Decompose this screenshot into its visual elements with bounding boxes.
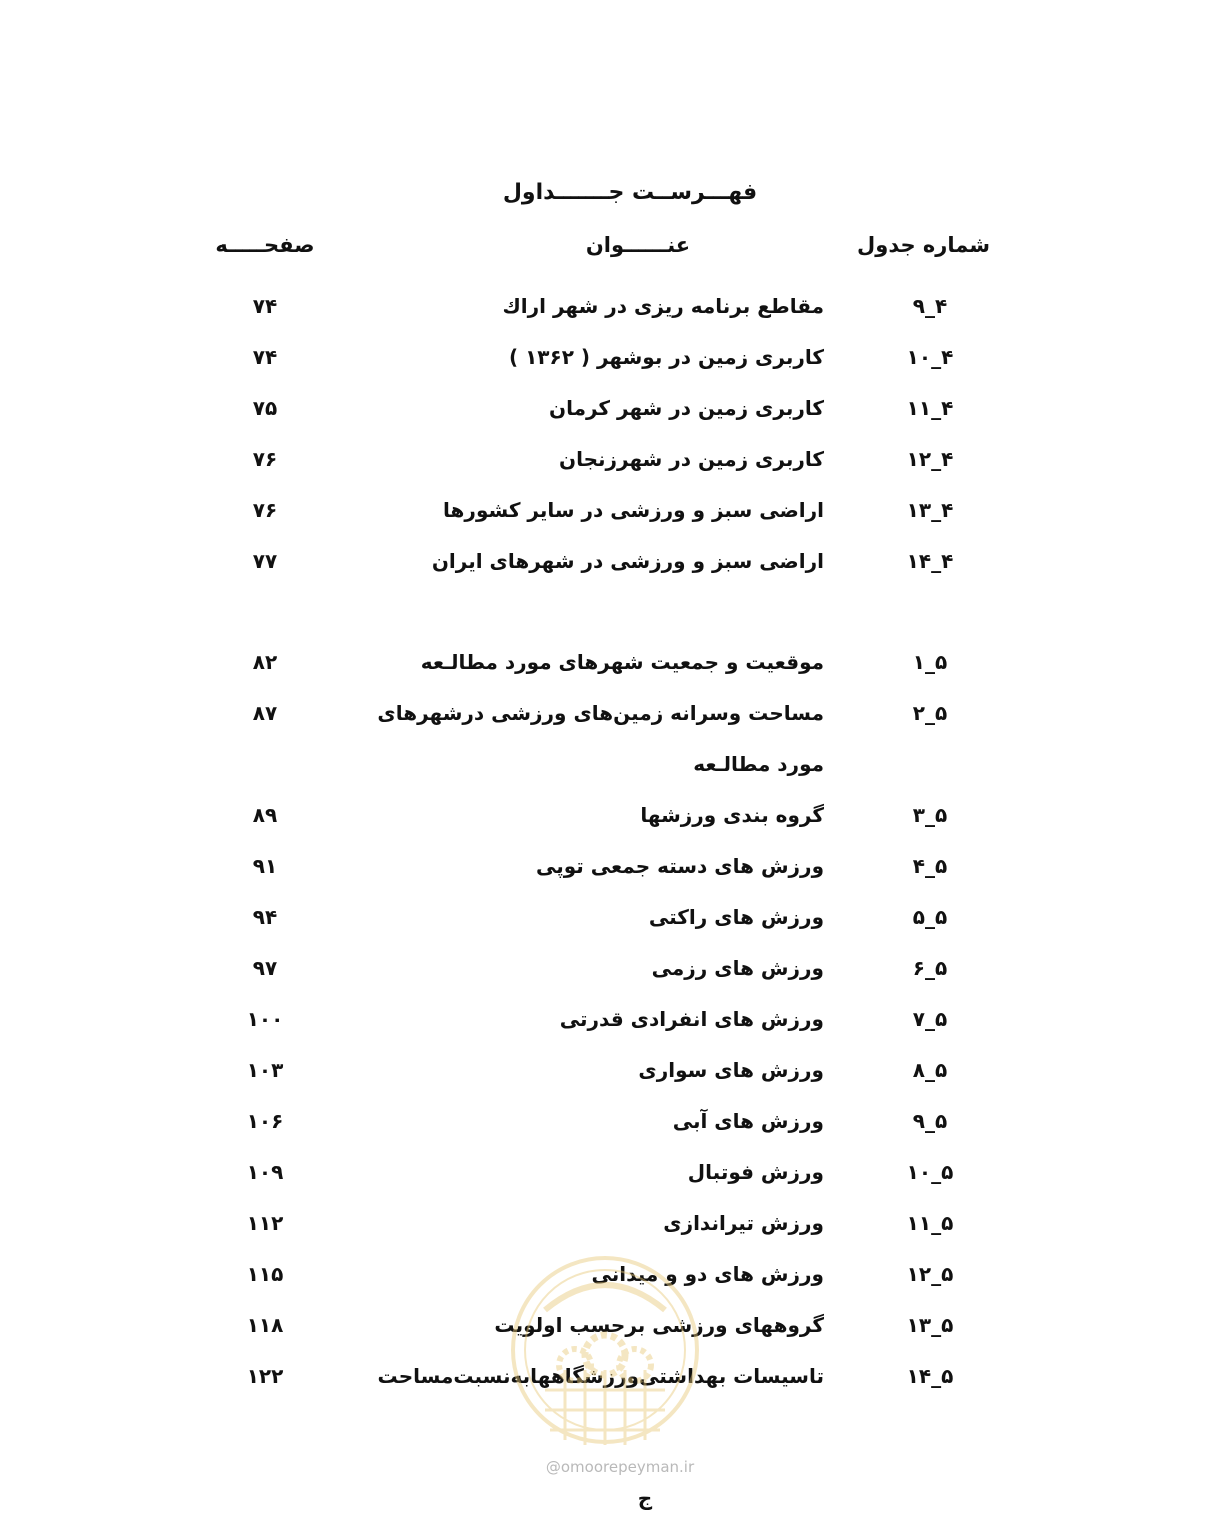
entry-page: ۷۵: [252, 396, 278, 420]
entry-number: ۵_۳: [912, 803, 948, 827]
entry-title: ورزش های دو و میدانی: [591, 1262, 824, 1286]
entry-title: ورزش های راکتی: [648, 905, 824, 929]
entry-page: ۱۰۶: [246, 1109, 284, 1133]
entry-page: ۸۹: [252, 803, 278, 827]
entry-page: ۹۴: [252, 905, 278, 929]
entry-number: ۴_۱۳: [906, 498, 954, 522]
entry-title: کاربری زمین در شهر کرمان: [549, 396, 824, 420]
watermark-url: @omoorepeyman.ir: [545, 1458, 695, 1476]
entry-title: مورد مطالـعه: [693, 752, 824, 776]
entry-title: ورزش تیراندازی: [663, 1211, 824, 1235]
entry-page: ۷۶: [252, 498, 278, 522]
list-item: [0, 396, 1228, 436]
page-number: ج: [637, 1486, 653, 1510]
entry-title: ورزش های انفرادی قدرتی: [559, 1007, 824, 1031]
entry-title: گروه بندی ورزشها: [640, 803, 824, 827]
entry-number: ۵_۸: [912, 1058, 948, 1082]
entry-number: ۵_۱: [912, 650, 948, 674]
list-item: [0, 549, 1228, 589]
entry-page: ۷۶: [252, 447, 278, 471]
entry-page: ۱۰۳: [246, 1058, 284, 1082]
entry-number: ۵_۶: [912, 956, 948, 980]
page-title: فهـــرســت جـــــــداول: [502, 180, 758, 205]
entry-title: کاربری زمین در شهرزنجان: [559, 447, 824, 471]
header-title: عنــــــوان: [585, 233, 691, 257]
list-item: [0, 854, 1228, 894]
entry-page: ۷۴: [252, 345, 278, 369]
list-item: [0, 1364, 1228, 1404]
entry-title: گروههای ورزشی برحسب اولویت: [494, 1313, 824, 1337]
list-item: [0, 752, 1228, 792]
list-item: [0, 447, 1228, 487]
entry-page: ۹۷: [252, 956, 278, 980]
entry-number: ۵_۴: [912, 854, 948, 878]
entry-page: ۱۱۸: [246, 1313, 284, 1337]
entry-title: اراضی سبز و ورزشی در سایر کشورها: [443, 498, 824, 522]
entry-title: کاربری زمین در بوشهر ( ۱۳۶۲ ): [508, 345, 824, 369]
entry-title: ورزش های سواری: [638, 1058, 824, 1082]
entry-page: ۸۲: [252, 650, 278, 674]
list-item: [0, 650, 1228, 690]
list-item: [0, 1007, 1228, 1047]
entry-number: ۵_۷: [912, 1007, 948, 1031]
entry-page: ۱۰۰: [246, 1007, 284, 1031]
entry-page: ۷۴: [252, 294, 278, 318]
entry-title: موقعیت و جمعیت شهرهای مورد مطالـعه: [420, 650, 824, 674]
header-table-number: شماره جدول: [857, 233, 990, 257]
list-item: [0, 1058, 1228, 1098]
list-item: [0, 1211, 1228, 1251]
list-item: [0, 1109, 1228, 1149]
entry-number: ۵_۹: [912, 1109, 948, 1133]
entry-title: مقاطع برنامه ریزی در شهر اراك: [502, 294, 824, 318]
list-item: [0, 345, 1228, 385]
entry-page: ۱۲۲: [246, 1364, 284, 1388]
entry-number: ۵_۱۰: [906, 1160, 954, 1184]
list-item: [0, 294, 1228, 334]
entry-number: ۵_۵: [912, 905, 948, 929]
list-item: [0, 1262, 1228, 1302]
entry-number: ۴_۱۱: [906, 396, 954, 420]
entry-page: ۸۷: [252, 701, 278, 725]
entry-title: ورزش های آبی: [672, 1109, 824, 1133]
list-item: [0, 803, 1228, 843]
header-page: صفحـــــه: [215, 233, 315, 257]
entry-title: ورزش های دسته جمعی توپی: [536, 854, 824, 878]
entry-number: ۴_۱۰: [906, 345, 954, 369]
entry-page: ۷۷: [252, 549, 278, 573]
entry-title: ورزش های رزمی: [651, 956, 824, 980]
entry-page: ۱۱۵: [246, 1262, 284, 1286]
entry-number: ۴_۱۴: [906, 549, 954, 573]
entry-number: ۵_۱۲: [906, 1262, 954, 1286]
list-item: [0, 701, 1228, 741]
entry-title: اراضی سبز و ورزشی در شهرهای ایران: [431, 549, 824, 573]
entry-number: ۵_۲: [912, 701, 948, 725]
entry-number: ۴_۱۲: [906, 447, 954, 471]
entry-title: ورزش فوتبال: [687, 1160, 824, 1184]
entry-page: ۱۱۲: [246, 1211, 284, 1235]
entry-title: مساحت وسرانه زمین‌های ورزشی درشهرهای: [377, 701, 824, 725]
entry-page: ۹۱: [252, 854, 278, 878]
entry-title: تاسیسات بهداشتی‌ورزشگاههابه‌نسبت‌مساحت: [377, 1364, 824, 1388]
list-item: [0, 1160, 1228, 1200]
list-item: [0, 498, 1228, 538]
list-item: [0, 956, 1228, 996]
entry-page: ۱۰۹: [246, 1160, 284, 1184]
list-item: [0, 905, 1228, 945]
entry-number: ۴_۹: [912, 294, 948, 318]
list-item: [0, 1313, 1228, 1353]
entry-number: ۵_۱۱: [906, 1211, 954, 1235]
entry-number: ۵_۱۳: [906, 1313, 954, 1337]
entry-number: ۵_۱۴: [906, 1364, 954, 1388]
